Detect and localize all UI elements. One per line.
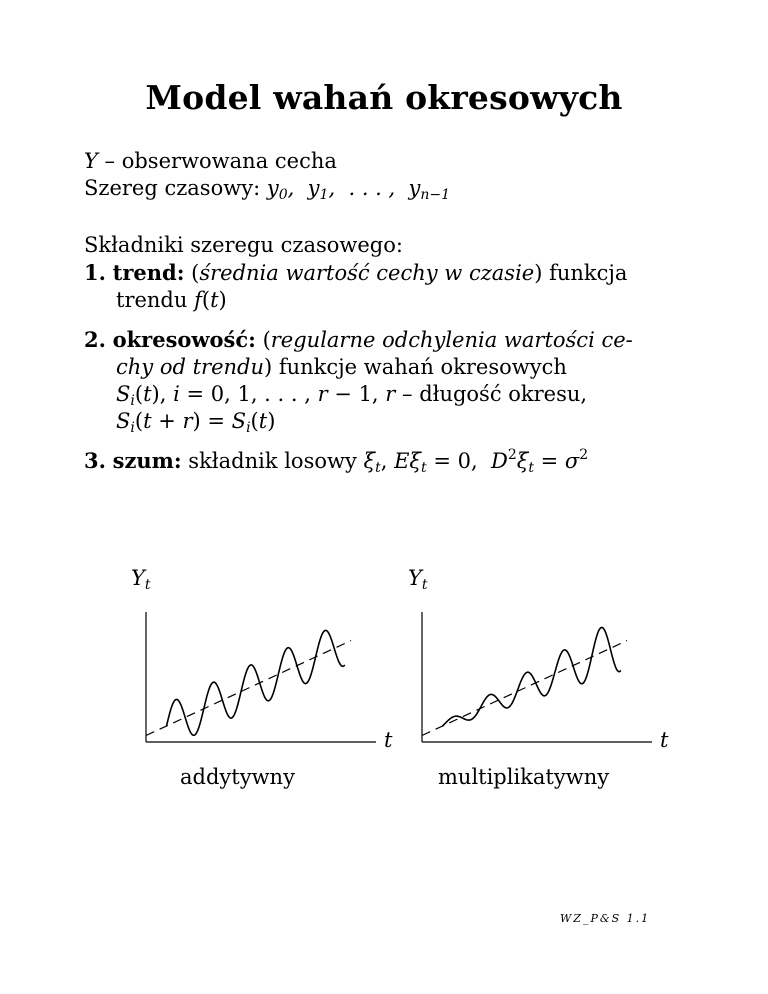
components-heading: Składniki szeregu czasowego: <box>84 233 403 257</box>
periodic-function-def: $S_i(t)$, i = 0, 1, . . . , r − 1, r – długość okresu, <box>116 382 588 409</box>
item-italic: chy od trendu <box>116 355 264 379</box>
item-trend: 1. trend: (średnia wartość cechy w czasie) funkcja trendu f(t) <box>84 260 628 312</box>
footer-page-code: WZ_P&S 1.1 <box>560 912 651 925</box>
variable-y: Y <box>84 149 98 173</box>
item-number: 1. <box>84 260 106 285</box>
intro-line-1 <box>84 148 704 175</box>
intro-block <box>84 148 704 202</box>
variable-description: – obserwowana cecha <box>97 149 337 173</box>
item-text: ) funkcje wahań okresowych <box>263 355 567 379</box>
item-label: trend: <box>112 260 185 285</box>
trend-function: f <box>194 288 202 312</box>
item-label: szum: <box>112 448 182 473</box>
page-title: Model wahań okresowych <box>145 78 623 117</box>
series-label: Szereg czasowy: <box>84 176 267 200</box>
chart-additive <box>140 600 380 750</box>
oscillation-series <box>443 627 621 726</box>
chart-additive-ylabel: $Y_t$ <box>131 566 151 593</box>
item-noise: 3. szum: składnik losowy $\xi_t$, $E\xi_t = 0$, $D^2\xi_t = \sigma^2$ <box>84 447 589 476</box>
chart-additive-caption: addytywny <box>180 765 295 789</box>
item-number: 2. <box>84 327 106 352</box>
item-text: trendu <box>116 288 195 312</box>
item-periodicity <box>84 326 704 435</box>
trend-line <box>146 641 351 736</box>
oscillation-series <box>167 630 345 735</box>
chart-multiplicative <box>416 600 656 750</box>
paren-open: ( <box>184 261 200 285</box>
trend-line <box>422 641 627 736</box>
item-text: ) funkcja <box>534 261 628 285</box>
periodic-function-identity: $S_i(t + r) = S_i(t)$ <box>116 409 276 436</box>
paren-open: ( <box>255 328 271 352</box>
series-notation: $y_0$, $y_1$, . . . , $y_{n-1}$ <box>266 176 451 203</box>
chart-multiplicative-xlabel: t <box>660 728 669 752</box>
intro-line-2 <box>84 175 704 202</box>
item-label: okresowość: <box>112 327 256 352</box>
components-block <box>84 232 704 475</box>
item-italic: regularne odchylenia wartości ce- <box>270 328 633 352</box>
item-italic: średnia wartość cechy w czasie <box>199 261 535 285</box>
chart-additive-xlabel: t <box>384 728 393 752</box>
chart-multiplicative-ylabel: $Y_t$ <box>408 566 428 593</box>
chart-multiplicative-caption: multiplikatywny <box>438 765 610 789</box>
item-number: 3. <box>84 448 106 473</box>
